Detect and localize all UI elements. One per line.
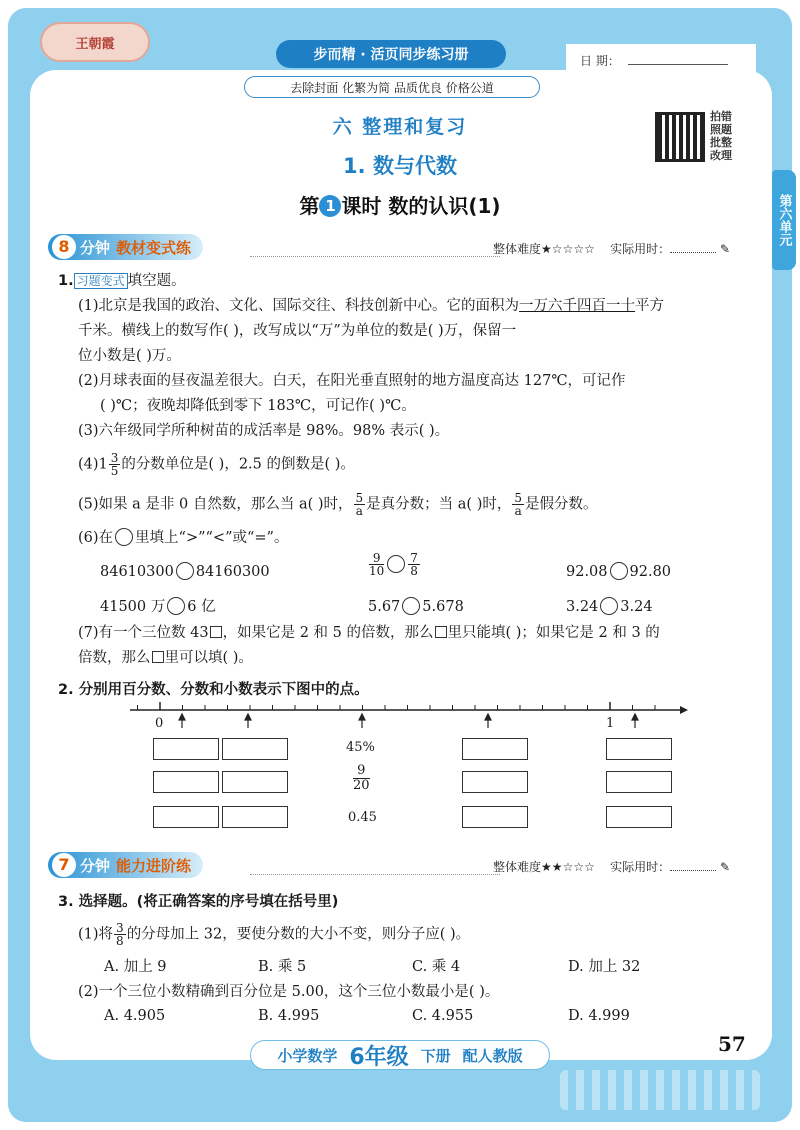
fraction-7-8	[408, 552, 420, 577]
section-header-2	[40, 852, 760, 882]
q1-p6b: 里填上“>”“<”或“=”。	[135, 530, 289, 546]
q3-1-option-c[interactable]: C. 乘 4	[412, 959, 461, 975]
frac-num: 5	[514, 491, 522, 505]
compare-right: 92.80	[629, 564, 672, 580]
q1-part7-line1	[78, 623, 660, 643]
number-line-ticks	[138, 702, 656, 710]
q3-s1b: 的分母加上 32，要使分数的大小不变，则分子应( )。	[126, 926, 471, 943]
q1-p7d: 倍数，那么	[78, 650, 151, 666]
q1-part2-line2: ( )℃；夜晚却降低到零下 183℃，可记作( )℃。	[100, 398, 416, 414]
q1-p1b: 平方	[635, 298, 665, 314]
compare-left: 5.67	[368, 599, 401, 615]
compare-circle-input[interactable]	[167, 597, 185, 615]
lesson-title	[0, 190, 800, 219]
compare-circle-input[interactable]	[610, 562, 628, 580]
question-1-title	[58, 271, 186, 291]
brand-logo	[40, 22, 150, 62]
side-unit-tab: 第六单元	[772, 170, 796, 270]
compare-circle-input[interactable]	[402, 597, 420, 615]
q1-part1-line2: 千米。横线上的数写作( )，改写成以“万”为单位的数是( )万，保留一	[78, 323, 517, 339]
frac-den: 8	[116, 934, 124, 948]
section-header-1	[40, 234, 760, 264]
q1-part7-line2	[78, 648, 253, 668]
fraction-9-10	[369, 552, 384, 577]
q1-title-text: 填空题。	[127, 273, 186, 289]
lesson-pre: 第	[299, 194, 320, 218]
example-decimal: 0.45	[348, 810, 377, 825]
section-meta: 整体难度★★☆☆☆ 实际用时： ✎	[493, 860, 730, 874]
date-field[interactable]	[566, 44, 756, 74]
q1-p1a: (1)北京是我国的政治、文化、国际交往、科技创新中心。它的面积为	[78, 298, 520, 314]
time-line[interactable]	[670, 252, 716, 253]
section-badge	[48, 234, 203, 260]
compare-right: 3.24	[620, 599, 653, 615]
compare-left: 3.24	[566, 599, 599, 615]
frac-num: 5	[355, 491, 364, 505]
answer-box[interactable]	[606, 806, 672, 828]
question-2-title: 2. 分别用百分数、分数和小数表示下图中的点。	[58, 682, 369, 698]
compare-circle-input[interactable]	[600, 597, 618, 615]
series-banner: 步而精 · 活页同步练习册	[276, 40, 506, 68]
question-3-title: 3. 选择题。(将正确答案的序号填在括号里)	[58, 894, 339, 910]
frac-den: a	[355, 504, 363, 518]
section-minutes-label: 分钟	[80, 856, 111, 875]
frac-num: 9	[369, 552, 384, 565]
answer-box[interactable]	[606, 738, 672, 760]
compare-1	[100, 562, 270, 582]
answer-box[interactable]	[153, 806, 219, 828]
digit-box-icon	[435, 626, 447, 638]
lesson-number: 1	[319, 195, 341, 217]
q3-2-option-c[interactable]: C. 4.955	[412, 1008, 474, 1024]
q1-part5	[78, 492, 598, 517]
date-label: 日 期：	[580, 54, 620, 68]
q1-part6	[78, 528, 288, 548]
compare-3	[566, 562, 671, 582]
q1-p6a: (6)在	[78, 530, 114, 546]
q1-part2-line1: (2)月球表面的昼夜温差很大。白天，在阳光垂直照射的地方温度高达 127℃，可记作	[78, 373, 626, 389]
fraction-5-a-2	[512, 492, 524, 517]
section-minutes: 7	[52, 853, 76, 877]
answer-box[interactable]	[462, 771, 528, 793]
fraction-9-20	[353, 764, 370, 793]
answer-box[interactable]	[606, 771, 672, 793]
answer-box[interactable]	[222, 806, 288, 828]
footer-edition: 配人教版	[462, 1046, 523, 1065]
q1-p7a: (7)有一个三位数 43	[78, 625, 209, 641]
q3-s1a: (1)将	[78, 926, 114, 943]
q1-p7b: ，如果它是 2 和 5 的倍数，那么	[222, 625, 434, 641]
answer-box[interactable]	[462, 806, 528, 828]
footer-subject: 小学数学	[277, 1046, 338, 1065]
example-percent: 45%	[346, 740, 375, 755]
difficulty: 整体难度★★☆☆☆	[493, 860, 595, 874]
compare-right: 5.678	[422, 599, 464, 615]
q1-p1-underline: 一万六千四百一十	[519, 298, 636, 314]
frac-den: 20	[353, 778, 370, 793]
q1-p5a: (5)如果 a 是非 0 自然数，那么当 a( )时，	[78, 496, 353, 513]
frac-num: 3	[110, 451, 119, 465]
frac-num: 9	[353, 764, 370, 779]
q3-1-option-d[interactable]: D. 加上 32	[568, 959, 641, 975]
qr-label: 拍错照题批整改理	[710, 110, 732, 162]
compare-right: 84160300	[195, 564, 270, 580]
q3-part1	[78, 922, 470, 947]
q3-2-option-a[interactable]: A. 4.905	[104, 1008, 166, 1024]
frac-num: 7	[410, 551, 418, 565]
digit-box-icon	[152, 651, 164, 663]
q1-part1-line1	[78, 296, 664, 316]
section-minutes: 8	[52, 235, 76, 259]
point-arrows	[179, 714, 638, 728]
subunit-title: 1. 数与代数	[343, 154, 457, 178]
q1-p7c: 里只能填( )；如果它是 2 和 3 的	[447, 625, 660, 641]
answer-box[interactable]	[153, 738, 219, 760]
fraction-3-8	[114, 922, 126, 947]
section-rule	[250, 874, 500, 875]
frac-den: 8	[410, 564, 418, 578]
q3-part2: (2)一个三位小数精确到百分位是 5.00，这个三位小数最小是( )。	[78, 984, 500, 1000]
fraction-5-a	[354, 492, 366, 517]
time-label: 实际用时：	[610, 242, 671, 256]
compare-circle-input[interactable]	[176, 562, 194, 580]
q1-number: 1.	[58, 273, 74, 289]
q1-p4a: (4)1	[78, 456, 108, 473]
q1-part4	[78, 452, 355, 477]
frac-num: 3	[116, 921, 124, 935]
q1-part1-line3: 位小数是( )万。	[78, 348, 181, 364]
q1-part3: (3)六年级同学所种树苗的成活率是 98%。98% 表示( )。	[78, 423, 450, 439]
compare-left: 92.08	[566, 564, 608, 580]
time-label: 实际用时：	[610, 860, 671, 874]
compare-circle-icon	[115, 528, 133, 546]
number-line-label-1: 1	[606, 716, 615, 731]
compare-left: 84610300	[100, 564, 174, 580]
number-line-label-0: 0	[155, 716, 164, 731]
compare-left: 41500 万	[100, 599, 166, 615]
number-line-arrow	[680, 706, 688, 714]
compare-2	[368, 552, 421, 577]
lesson-post: 课时 数的认识(1)	[341, 194, 501, 218]
q3-2-option-b[interactable]: B. 4.995	[258, 1008, 320, 1024]
digit-box-icon	[210, 626, 222, 638]
compare-circle-input[interactable]	[387, 555, 405, 573]
compare-right: 6 亿	[187, 599, 216, 615]
example-fraction	[352, 764, 371, 793]
time-line[interactable]	[670, 870, 716, 871]
section-name: 能力进阶练	[116, 856, 192, 875]
answer-box[interactable]	[222, 738, 288, 760]
slogan: 去除封面 化繁为简 品质优良 价格公道	[244, 76, 540, 98]
date-line[interactable]	[628, 64, 728, 65]
answer-box[interactable]	[153, 771, 219, 793]
q3-1-option-a[interactable]: A. 加上 9	[104, 959, 167, 975]
decor-stripes	[560, 1070, 760, 1110]
compare-4	[100, 597, 216, 617]
q1-p4b: 的分数单位是( )，2.5 的倒数是( )。	[121, 456, 355, 473]
q3-2-option-d[interactable]: D. 4.999	[568, 1008, 630, 1024]
section-meta: 整体难度★☆☆☆☆ 实际用时： ✎	[493, 242, 730, 256]
q3-1-option-b[interactable]: B. 乘 5	[258, 959, 307, 975]
footer-volume: 下册	[420, 1046, 451, 1065]
compare-5	[368, 597, 464, 617]
footer-grade: 6年级	[349, 1044, 409, 1070]
page-number: 57	[718, 1032, 746, 1056]
compare-6	[566, 597, 653, 617]
difficulty: 整体难度★☆☆☆☆	[493, 242, 595, 256]
section-rule	[250, 256, 500, 257]
answer-box[interactable]	[222, 771, 288, 793]
section-badge	[48, 852, 203, 878]
q1-p5b: 是真分数；当 a( )时，	[366, 496, 512, 513]
section-name: 教材变式练	[116, 238, 192, 257]
answer-box[interactable]	[462, 738, 528, 760]
footer-label	[250, 1040, 550, 1070]
frac-den: a	[514, 504, 522, 518]
q1-p5c: 是假分数。	[525, 496, 598, 513]
unit-title: 六 整理和复习	[332, 116, 468, 138]
frac-den: 5	[110, 464, 119, 478]
logo-text: 王朝霞	[75, 36, 115, 52]
fraction-3-5	[109, 452, 121, 477]
frac-den: 10	[369, 564, 385, 578]
q1-tag: 习题变式	[74, 273, 128, 289]
q1-p7e: 里可以填( )。	[164, 650, 253, 666]
section-minutes-label: 分钟	[80, 238, 111, 257]
